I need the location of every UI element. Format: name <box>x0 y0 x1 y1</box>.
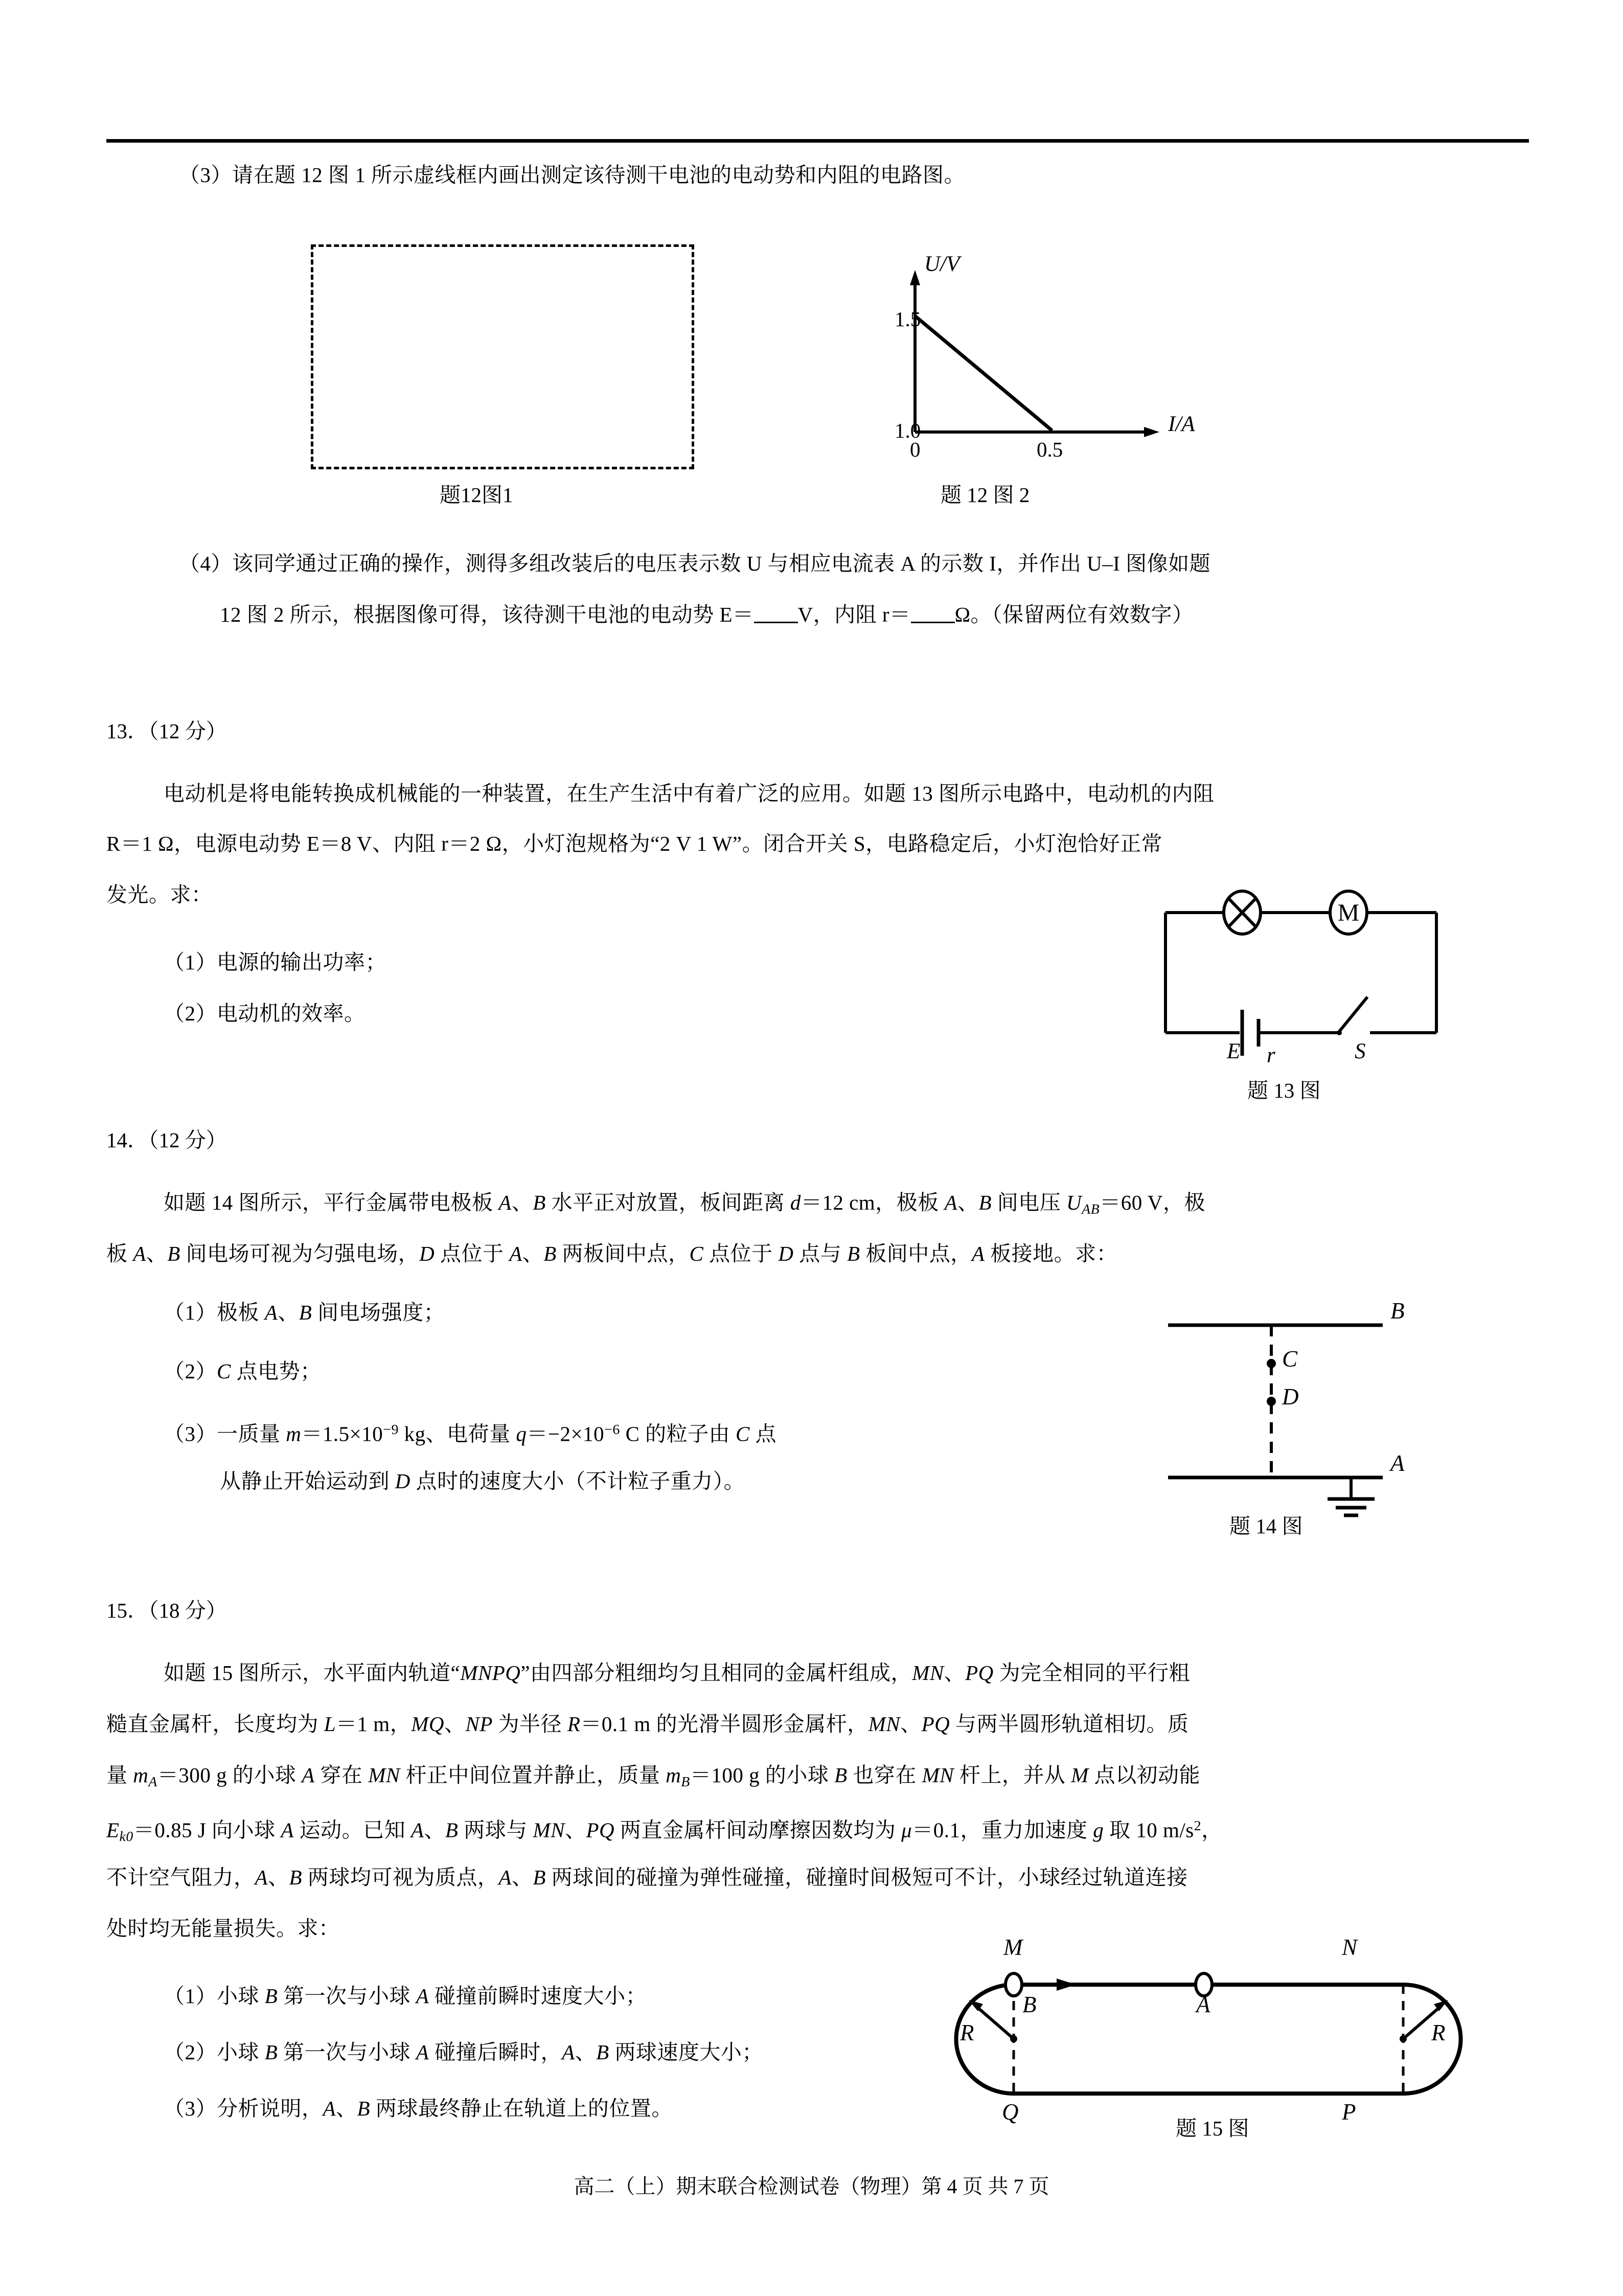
q15-line4: $E_{k0}=0.85$ J 向小球 A 运动。已知 A、B 两球与 MN、PQ 两直金属杆间动摩擦因数均为 μ＝0.1，重力加速度 g 取 10 $m/s^2$， <box>106 1818 1223 1845</box>
q15-label-R-left: R <box>960 2020 974 2045</box>
q12-blank-resistance[interactable] <box>911 602 955 623</box>
q12-part4-line2 <box>220 593 1194 636</box>
q15-line5: 不计空气阻力，A、B 两球均可视为质点，A、B 两球间的碰撞为弹性碰撞，碰撞时间极短可不计，小球经过轨道连接 <box>106 1866 1188 1889</box>
q13-line2: R＝1 Ω，电源电动势 E＝8 V、内阻 r＝2 Ω，小灯泡规格为“2 V 1 W”。闭合开关 S，电路稳定后，小灯泡恰好正常 <box>106 832 1163 855</box>
q13-sub1: （1）电源的输出功率； <box>164 950 386 974</box>
q13-line1: 电动机是将电能转换成机械能的一种装置，在生产生活中有着广泛的应用。如题 13 图所示电路中，电动机的内阻 <box>164 782 1215 805</box>
q12-part4-line2-a: 12 图 2 所示，根据图像可得，该待测干电池的电动势 E＝ <box>220 603 754 626</box>
q15-line6: 处时均无能量损失。求： <box>106 1917 340 1940</box>
q13-circuit-figure <box>1150 887 1467 1056</box>
q13-switch-label: S <box>1355 1039 1366 1063</box>
q14-sub2: （2）C 点电势； <box>164 1359 322 1383</box>
q15-line3: 量 $m_A=300$ g 的小球 A 穿在 MN 杆正中间位置并静止，质量 $m_B=100$ g 的小球 B 也穿在 MN 杆上，并从 M 点以初动能 <box>106 1763 1201 1790</box>
q12-fig2-ytick-1.5: 1.5 <box>895 307 921 331</box>
q13-figure-caption: 题 13 图 <box>1247 1079 1321 1102</box>
q12-part4-line2-c: Ω。（保留两位有效数字） <box>954 603 1194 626</box>
q14-sub3-line1: （3）一质量 $m=1.5\times 10^{-9}$ kg、电荷量 $q=-2\times 10^{-6}$ C 的粒子由 C 点 <box>164 1422 777 1446</box>
q12-blank-emf[interactable] <box>754 602 798 623</box>
q14-line2: 板 A、B 间电场可视为匀强电场，D 点位于 A、B 两板间中点，C 点位于 D 点与 B 板间中点，A 板接地。求： <box>106 1242 1118 1265</box>
svg-text:M: M <box>1337 899 1360 926</box>
q14-number: 14．（12 分） <box>106 1128 227 1152</box>
q15-label-ball-A: A <box>1196 1992 1210 2017</box>
q14-figure-caption: 题 14 图 <box>1229 1514 1303 1538</box>
q12-part3-text: （3）请在题 12 图 1 所示虚线框内画出测定该待测干电池的电动势和内阻的电路图。 <box>179 163 965 187</box>
q12-fig2-xtick-0.5: 0.5 <box>1037 438 1063 461</box>
q15-figure-caption: 题 15 图 <box>1176 2117 1249 2140</box>
q14-plates-figure <box>1153 1309 1500 1524</box>
q14-sub3-line2: 从静止开始运动到 D 点时的速度大小（不计粒子重力）。 <box>220 1469 745 1493</box>
q14-point-d-label: D <box>1282 1384 1299 1410</box>
page-footer: 高二（上）期末联合检测试卷（物理）第 4 页 共 7 页 <box>574 2175 1049 2198</box>
q15-track-figure <box>948 1958 1500 2127</box>
q15-label-P: P <box>1342 2099 1356 2125</box>
page-top-rule <box>106 139 1529 143</box>
q15-label-M: M <box>1003 1935 1023 1960</box>
q15-number: 15．（18 分） <box>106 1599 227 1622</box>
q13-number: 13．（12 分） <box>106 719 227 743</box>
q15-line2: 糙直金属杆，长度均为 L＝1 m，MQ、NP 为半径 R＝0.1 m 的光滑半圆形金属杆，MN、PQ 与两半圆形轨道相切。质 <box>106 1712 1189 1736</box>
q12-fig2-xtick-0: 0 <box>910 438 921 461</box>
q15-sub3: （3）分析说明，A、B 两球最终静止在轨道上的位置。 <box>164 2097 673 2120</box>
q14-sub1: （1）极板 A、B 间电场强度； <box>164 1301 445 1324</box>
q15-label-ball-B: B <box>1022 1992 1037 2017</box>
q14-plate-b-label: B <box>1390 1298 1405 1324</box>
q13-sub2: （2）电动机的效率。 <box>164 1002 365 1025</box>
q13-emf-label: E <box>1227 1039 1241 1063</box>
q14-plate-a-label: A <box>1390 1450 1405 1476</box>
q15-sub2: （2）小球 B 第一次与小球 A 碰撞后瞬时，A、B 两球速度大小； <box>164 2040 763 2064</box>
q15-label-Q: Q <box>1002 2099 1019 2125</box>
q14-line1: 如题 14 图所示，平行金属带电极板 A、B 水平正对放置，板间距离 d＝12 cm，极板 A、B 间电压 $U_{AB}=60$ V，极 <box>164 1191 1205 1217</box>
q12-fig1-caption: 题12图1 <box>440 483 513 507</box>
q15-sub1: （1）小球 B 第一次与小球 A 碰撞前瞬时速度大小； <box>164 1984 647 2008</box>
q14-point-c-label: C <box>1282 1346 1298 1372</box>
q12-fig2-ytick-1.0: 1.0 <box>895 419 921 442</box>
q12-fig1-dashed-box <box>311 244 694 469</box>
q15-label-N: N <box>1342 1935 1358 1960</box>
q12-fig2-caption: 题 12 图 2 <box>941 483 1030 507</box>
q15-label-R-right: R <box>1431 2020 1446 2045</box>
q13-internal-resistance-label: r <box>1267 1043 1275 1067</box>
q15-line1: 如题 15 图所示，水平面内轨道“MNPQ”由四部分粗细均匀且相同的金属杆组成，MN、PQ 为完全相同的平行粗 <box>164 1661 1190 1685</box>
q12-fig2-xaxis-label: I/A <box>1168 412 1195 436</box>
q12-fig2-yaxis-label: U/V <box>924 252 960 276</box>
q12-part4-line1: （4）该同学通过正确的操作，测得多组改装后的电压表示数 U 与相应电流表 A 的示数 I，并作出 U–I 图像如题 <box>179 552 1211 575</box>
q12-part4-line2-b: V，内阻 r＝ <box>797 603 911 626</box>
q13-line3: 发光。求： <box>106 883 213 906</box>
